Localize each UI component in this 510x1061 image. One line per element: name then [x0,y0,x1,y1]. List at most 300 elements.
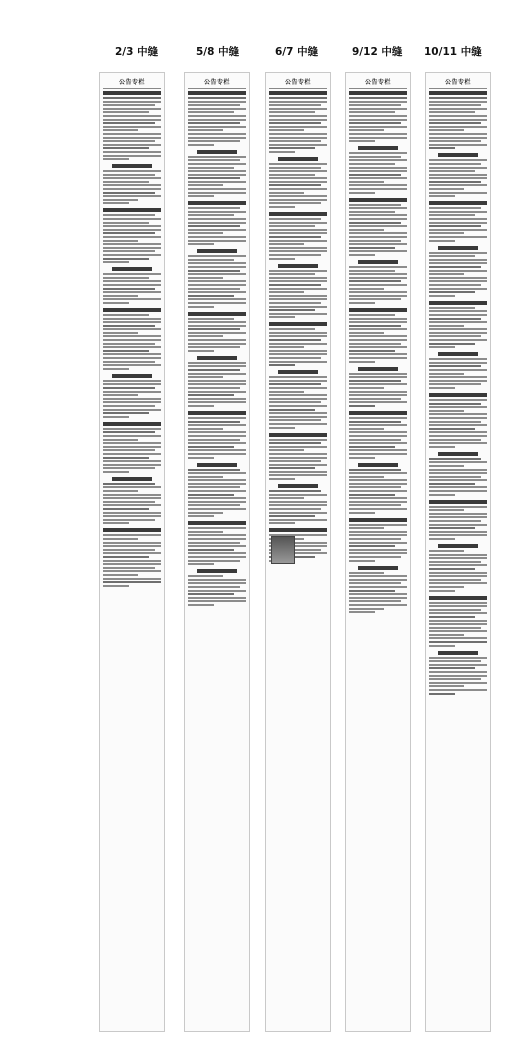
text-line [103,563,161,565]
text-line [349,240,401,242]
text-line [349,453,407,455]
text-line [349,229,384,231]
text-line [349,207,407,209]
text-line [188,428,223,430]
text-line [429,627,481,629]
date-label-4: 9/12 中缝 [352,46,403,58]
text-line [188,126,246,128]
text-line [349,222,401,224]
text-line [188,321,246,323]
text-line [429,458,481,460]
text-line [429,346,455,348]
text-line [188,531,223,533]
text-line [188,421,240,423]
text-line [269,247,327,249]
text-line [269,423,327,425]
text-line [429,561,481,563]
text-line [103,504,161,506]
text-line [429,534,487,536]
notice-block [269,212,327,260]
notice-block [269,370,327,428]
text-line [103,284,161,286]
text-line [188,108,246,110]
text-line [429,144,487,146]
text-line [188,298,246,300]
text-line [103,214,155,216]
text-line [188,383,246,385]
text-line [103,361,155,363]
text-line [269,490,321,492]
text-line [103,412,149,414]
text-line [103,129,138,131]
text-line [103,494,161,496]
text-line [429,609,481,611]
notice-heading [269,322,327,326]
text-line [103,483,155,485]
text-line [103,578,161,580]
text-line [429,403,481,405]
text-line [349,586,407,588]
text-line [188,229,246,231]
text-line [429,174,487,176]
text-line [349,439,401,441]
text-line [188,195,214,197]
text-line [269,295,327,297]
text-line [349,122,401,124]
text-line [349,232,407,234]
text-line [188,549,234,551]
text-line [349,318,407,320]
text-line [103,409,161,411]
text-line [429,211,487,213]
text-line [103,439,138,441]
text-line [429,413,487,415]
text-line [103,519,155,521]
text-line [188,534,246,536]
text-line [429,328,487,330]
text-line [269,254,321,256]
text-line [429,516,487,518]
text-line [349,556,401,558]
text-line [349,597,407,599]
notice-heading [358,566,399,570]
text-line [349,218,407,220]
text-line [188,446,234,448]
text-line [429,335,481,337]
text-line [269,170,327,172]
text-line [429,582,487,584]
text-line [429,557,487,559]
text-line [349,497,407,499]
text-line [349,129,384,131]
text-line [103,545,161,547]
text-line [188,302,246,304]
text-line [269,409,315,411]
text-line [349,394,407,396]
text-line [103,174,155,176]
notice-heading [438,544,479,548]
text-line [269,229,327,231]
text-line [269,339,321,341]
text-line [429,660,481,662]
text-line [349,350,395,352]
text-line [269,453,327,455]
text-line [269,457,327,459]
text-line [103,515,161,517]
text-line [429,259,487,261]
text-line [103,243,161,245]
notice-block [103,422,161,473]
text-line [103,549,155,551]
text-line [349,119,407,121]
text-line [429,167,487,169]
text-line [429,476,481,478]
text-line [269,460,321,462]
notice-heading [103,528,161,532]
text-line [349,254,375,256]
text-line [103,318,161,320]
text-line [188,181,246,183]
notice-block [103,477,161,525]
text-line [188,479,246,481]
text-line [349,527,384,529]
notice-block [188,312,246,352]
text-line [103,556,149,558]
text-line [103,325,155,327]
text-line [188,453,246,455]
text-line [349,549,407,551]
notice-heading [188,312,246,316]
text-line [429,602,487,604]
text-line [269,288,327,290]
text-line [188,133,246,135]
text-line [269,222,327,224]
text-line [429,634,464,636]
text-line [269,277,327,279]
text-line [349,435,407,437]
text-line [103,250,155,252]
column-text-body [103,91,161,587]
text-line [103,383,161,385]
text-line [103,435,161,437]
text-line [429,140,481,142]
text-line [188,174,246,176]
text-line [103,277,149,279]
column-title: 公告专栏 [349,76,407,89]
text-line [349,383,407,385]
text-line [349,280,401,282]
text-line [103,280,161,282]
text-line [349,534,407,536]
text-line [429,97,487,99]
text-line [269,104,321,106]
text-line [429,129,464,131]
text-line [188,243,214,245]
text-line [349,243,407,245]
text-line [269,494,327,496]
text-line [188,435,246,437]
notice-heading [278,264,319,268]
text-line [269,306,327,308]
text-line [188,184,223,186]
notice-block [188,91,246,146]
text-line [349,177,407,179]
text-line [103,188,161,190]
text-line [269,181,327,183]
text-line [429,270,487,272]
notice-block [188,356,246,407]
text-line [188,339,246,341]
text-line [429,177,487,179]
text-line [429,163,481,165]
text-line [429,630,487,632]
text-line [188,218,246,220]
text-line [269,270,327,272]
text-line [429,225,481,227]
text-line [429,318,481,320]
text-line [188,582,246,584]
text-line [269,383,321,385]
text-line [103,490,138,492]
text-line [188,101,246,103]
text-line [103,119,161,121]
text-line [349,346,407,348]
text-line [188,104,240,106]
text-line [103,104,155,106]
text-line [349,575,407,577]
text-line [188,387,240,389]
text-line [429,568,475,570]
text-line [429,310,487,312]
text-line [349,579,407,581]
text-line [103,339,161,341]
text-line [429,479,487,481]
text-line [429,494,455,496]
text-line [103,567,155,569]
notice-block [429,201,487,241]
text-line [188,593,234,595]
text-line [349,380,401,382]
text-line [103,236,161,238]
text-line [188,335,223,337]
text-line [103,140,155,142]
text-line [429,520,481,522]
newspaper-column-1 [99,72,165,1032]
text-line [188,295,234,297]
column-text-body [349,91,407,613]
text-line [269,357,321,359]
text-line [429,365,481,367]
text-line [349,97,407,99]
text-line [103,442,161,444]
text-line [269,512,327,514]
text-line [188,262,246,264]
text-line [429,295,455,297]
text-line [188,449,246,451]
notice-block [349,463,407,514]
text-line [349,611,375,613]
text-line [429,262,487,264]
text-line [429,590,455,592]
text-line [429,572,487,574]
text-line [269,449,304,451]
text-line [429,410,464,412]
text-line [269,343,327,345]
text-line [188,579,246,581]
notice-heading [358,146,399,150]
text-line [188,159,240,161]
column-title: 公告专栏 [103,76,161,89]
text-line [188,346,240,348]
notice-block [188,569,246,606]
text-line [103,115,161,117]
notice-heading [269,433,327,437]
text-line [349,174,401,176]
text-line [103,350,149,352]
text-line [103,471,129,473]
text-line [349,250,407,252]
text-line [269,225,315,227]
text-line [429,399,487,401]
text-line [349,590,395,592]
text-line [103,364,161,366]
notice-heading [429,201,487,205]
text-line [429,214,475,216]
text-line [349,325,401,327]
text-line [188,512,223,514]
text-line [188,538,246,540]
text-line [103,522,129,524]
notice-block [188,463,246,518]
text-line [429,689,487,691]
text-line [103,133,161,135]
notice-heading [269,528,327,532]
text-line [103,387,155,389]
text-line [269,126,327,128]
text-line [429,509,464,511]
notice-heading [188,201,246,205]
notice-block [188,521,246,565]
text-line [429,439,481,441]
text-line [349,101,407,103]
text-line [269,188,327,190]
text-line [269,115,327,117]
text-line [103,353,161,355]
text-line [429,693,455,695]
text-line [429,159,487,161]
text-line [269,391,304,393]
text-line [429,667,475,669]
notice-block [188,411,246,459]
text-line [188,325,246,327]
notice-heading [112,374,153,378]
text-line [349,104,401,106]
text-line [188,457,214,459]
text-line [188,214,234,216]
notice-block [103,267,161,304]
text-line [429,417,487,419]
text-line [269,291,304,293]
text-line [188,394,234,396]
text-line [349,170,407,172]
text-line [103,158,129,160]
text-line [188,306,214,308]
text-line [349,508,407,510]
text-line [349,376,407,378]
newspaper-column-3 [265,72,331,1032]
text-line [269,387,327,389]
text-line [429,620,487,622]
text-line [269,192,304,194]
text-line [269,284,321,286]
notice-heading [349,198,407,202]
text-line [188,192,246,194]
text-line [103,97,161,99]
notice-heading [349,91,407,95]
text-line [349,140,375,142]
text-line [429,273,464,275]
text-line [429,288,487,290]
text-line [269,302,321,304]
notice-heading [429,301,487,305]
text-line [349,504,401,506]
text-line [188,225,240,227]
text-line [188,328,240,330]
text-line [429,564,487,566]
text-line [103,428,161,430]
text-line [188,167,234,169]
text-line [188,255,246,257]
text-line [269,364,295,366]
text-line [103,453,161,455]
text-line [188,476,223,478]
notice-block [429,91,487,149]
text-line [188,391,246,393]
text-line [269,522,295,524]
text-line [103,225,161,227]
text-line [429,232,464,234]
text-line [269,328,315,330]
text-line [269,144,327,146]
text-line [269,174,315,176]
text-line [103,357,161,359]
text-line [349,126,407,128]
text-line [188,501,246,503]
text-line [429,192,487,194]
text-line [349,442,407,444]
text-line [269,361,327,363]
text-line [188,318,234,320]
text-line [349,188,407,190]
text-line [269,111,315,113]
text-line [269,467,315,469]
text-line [103,401,161,403]
text-line [429,513,487,515]
text-line [188,119,246,121]
text-line [349,538,401,540]
text-line [188,207,240,209]
text-line [349,545,395,547]
column-text-body [429,91,487,695]
text-line [103,108,161,110]
text-line [349,608,384,610]
text-line [429,435,487,437]
text-line [188,273,246,275]
text-line [429,240,455,242]
text-line [349,277,407,279]
text-line [269,398,327,400]
text-line [349,387,384,389]
